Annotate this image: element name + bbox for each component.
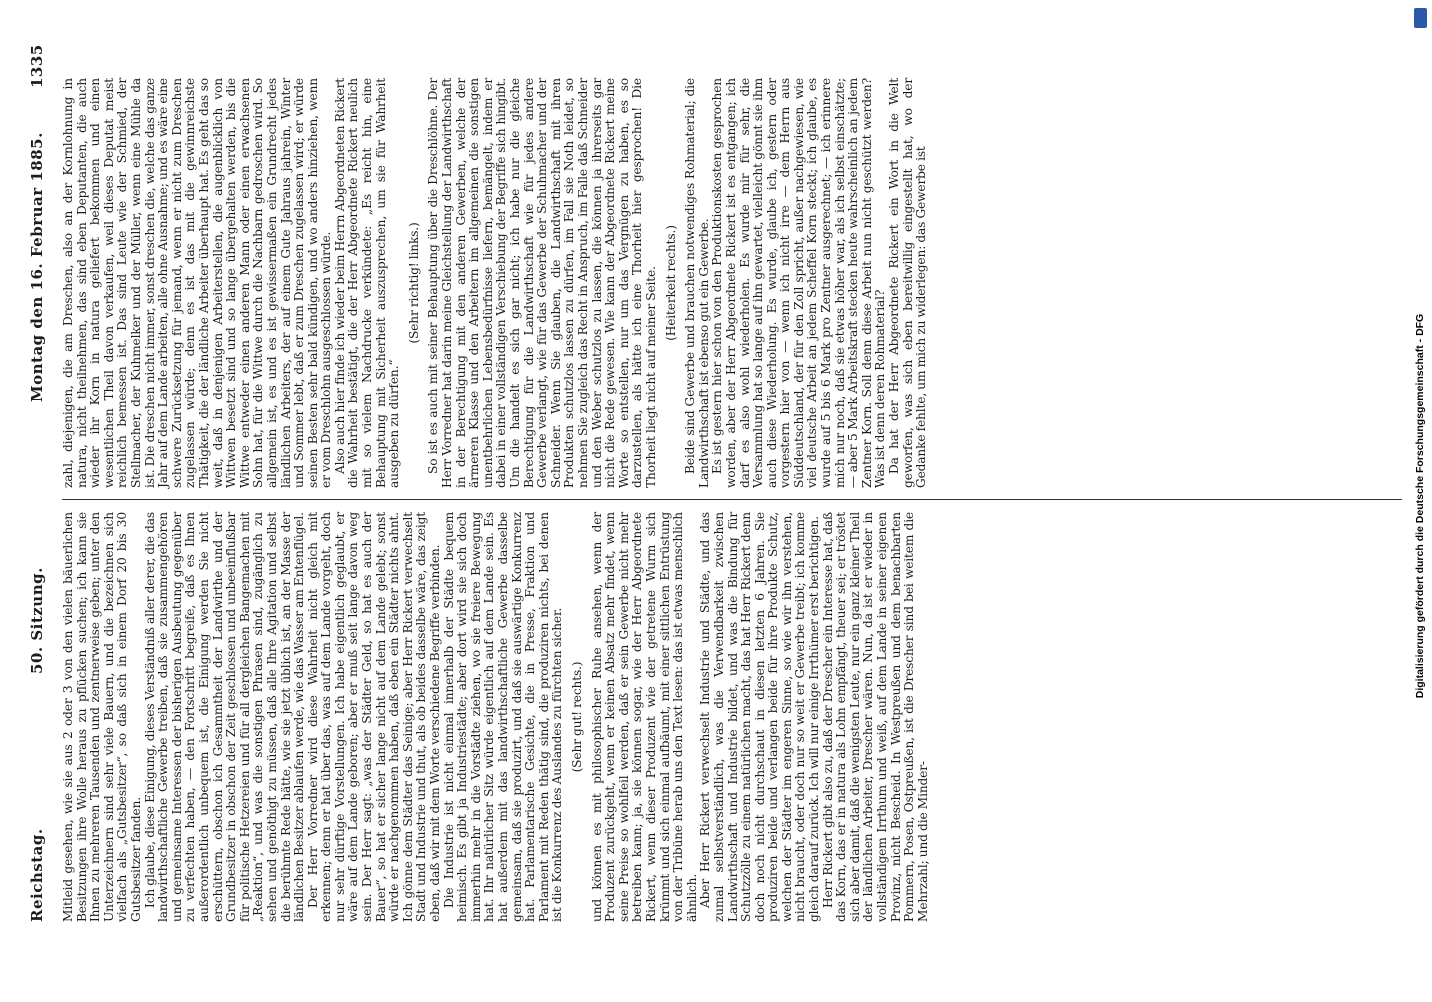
paragraph: Es ist gestern hier schon von den Produktionskosten gesprochen worden, aber der Herr Abgeordnete Rickert ist es entgangen; ich darf es also wohl wiederholen. Es wurde mir für sehr, die Versammlung hat so lange auf ihn gewartet, vielleicht gönnt sie ihm auch diese Wiederholung. Es wurde, glaube ich, gestern oder vorgestern hier von — wenn ich nicht irre — dem Herrn aus Süddeutschland, der für den Zoll spricht, außer nachgewiesen, wie viel deutsche Arbeit an jedem Scheffel Korn steckt; ich glaube, es wurde auf 5 bis 6 Mark pro Zentner ausgerechnet; — ich erinnere mich nur noch, daß sie etwas höher war, als ich selbst einschätzte; — aber 5 Mark Arbeitskraft stecken heute wahrscheinlich an jedem Zentner Korn. Soll denn diese Arbeit nun nicht geschützt werden? Was ist denn deren Rohmaterial? bbox=[710, 78, 888, 488]
paragraph: Herr Rickert gibt also zu, daß der Drescher ein Interesse hat, daß das Korn, das er in natura als Lohn empfängt, theuer sei; er tröstet sich aber damit, daß die wenigsten Leute, nur ein ganz kleiner Theil der ländlichen Arbeiter, Drescher wären. Nun, da ist er wieder in vollständigem Irrthum und weiß, auf dem Lande in seiner eigenen Provinz, nicht Bescheid. In Westpreußen und dem benachbarten Pommern, Posen, Ostpreußen, ist die Drescher sind bei weitem die Mehrzahl; und die Minder- bbox=[820, 512, 930, 922]
column-divider bbox=[62, 499, 1402, 500]
credit-text: Digitalisierung gefördert durch die Deutsche Forschungsgemeinschaft - DFG bbox=[1414, 313, 1426, 699]
interjection: (Heiterkeit rechts.) bbox=[663, 225, 678, 341]
interjection: (Sehr richtig! links.) bbox=[406, 222, 421, 344]
header-date: Montag den 16. Februar 1885. bbox=[28, 132, 46, 402]
left-column bbox=[62, 512, 930, 922]
paragraph: und können es mit philosophischer Ruhe ansehen, wenn der Produzent zurückgeht, wenn er keinen Absatz mehr findet, wenn seine Preise so wohlfeil werden, daß er sein Gewerbe nicht mehr betreiben kann; ja, sie können sogar, wie der Herr Abgeordnete Rickert, wenn dieser Produzent wie der getretene Wurm sich krümmt und sich einmal aufbäumt, mit einer sittlichen Entrüstung von der Tribüne herab uns den Text lesen: das ist etwas menschlich ähnlich. bbox=[589, 512, 699, 922]
header-title: Reichstag. bbox=[28, 828, 46, 922]
paragraph: Also auch hier finde ich wieder beim Herrn Abgeordneten Rickert die Wahrheit bestätigt, die der Herr Abgeordnete Rickert neulich mit so vielem Nachdrucke verkündete: „Es reicht hin, eine Behauptung mit Sicherheit auszusprechen, um sie für Wahrheit ausgeben zu dürfen.“ bbox=[332, 78, 402, 488]
interjection: (Sehr gut! rechts.) bbox=[569, 661, 584, 773]
paragraph: Mitleid gesehen, wie sie aus 2 oder 3 von den vielen bäuerlichen Besitzungen ihre Wolle heraus zu pflücken suchen; ich kann sie Ihnen zu mehreren Tausenden und zentnerweise geben; unter den Unterzeichnern sind sehr viele Bauern, und die bezeichnen sich vielfach als „Gutsbesitzer“, so daß sich in einem Dorf 20 bis 30 Gutsbesitzer fanden. bbox=[61, 512, 143, 922]
paragraph: zahl, diejenigen, die am Dreschen, also an der Kornlohnung in natura, nicht theilnehmen, das sind eben Deputanten, die auch wieder ihr Korn in natura geliefert bekommen und einen wesentlichen Theil davon verkaufen, weil dieses Deputat meist reichlich bemessen ist. Das sind Leute wie der Schmied, der Stellmacher, der Kuhmelker und der Müller, wenn eine Mühle da ist. Die dreschen nicht immer, sonst dreschen die, welche das ganze Jahr auf dem Lande arbeiten, alle ohne Ausnahme; und es wäre eine schwere Zurücksetzung für jemand, wenn er nicht zum Dreschen zugelassen würde; denn es ist das mit die gewinnreichste Thätigkeit, die der ländliche Arbeiter überhaupt hat. Es geht das so weit, daß in denjenigen Arbeiterstellen, die augenblicklich von Wittwen besetzt sind und so lange übergehalten werden, bis die Wittwe entweder einen anderen Mann oder einen erwachsenen Sohn hat, für die Wittwe durch die Nachbarn gedroschen wird. So allgemein ist, es und es ist gewissermaßen ein Grundrecht jedes ländlichen Arbeiters, der auf einem Gute Jahraus jahrein, Winter und Sommer lebt, daß er zum Dreschen zugelassen wird; er würde seinen Besten sehr bald kündigen, und wo anders hinziehen, wenn er vom Dreschlohn ausgeschlossen würde. bbox=[61, 78, 334, 488]
paragraph: Ich glaube, diese Einigung, dieses Verständniß aller derer, die das landwirthschaftliche Gewerbe treiben, daß sie zusammengehören und gemeinsame Interessen der bisherigen Ausbeutung gegenüber zu verfechten haben, — den Fortschritt begreife, daß es Ihnen außerordentlich unbequem ist, die Einigung werden Sie nicht erschüttern, obschon ich Gesammtheit der Landwirthe und der Grundbesitzer in obschon der Zeit geschlossen und unbeeinflußbar für politische Hetzereien und für all dergleichen Bangemachen mit „Reaktion“, und was die sonstigen Phrasen sind, zugänglich zu sehen und genöthigt zu müssen, daß alle Ihre Agitation und selbst die berühmte Rede hätte, wie sie jetzt üblich ist, an der Masse der ländlichen Besitzer ablaufen werde, wie das Wasser am Entenflügel. bbox=[142, 512, 307, 922]
paragraph: Da hat der Herr Abgeordnete Rickert ein Wort in die Welt geworfen, was sich eben bereitwillig eingestellt hat, wo der Gedanke fehlte, um mich zu widerlegen: das Gewerbe ist bbox=[887, 78, 929, 488]
digitization-credit bbox=[1412, 10, 1428, 1002]
paragraph: So ist es auch mit seiner Behauptung über die Dreschlöhne. Der Herr Vorredner hat darin meine Gleichstellung der Landwirthschaft in der Berechtigung mit den anderen Gewerben, welche der ärmeren Klasse und den Arbeitern im allgemeinen die sonstigen unentbehrlichen Lebensbedürfnisse liefern, bemängelt, indem er dabei in einer vollständigen Verschiebung der Begriffe sich hingibt. Um die handelt es sich gar nicht; ich habe nur die gleiche Berechtigung für die Landwirthschaft wie für jedes andere Gewerbe verlangt, wie für das Gewerbe der Schuhmacher und der Schneider. Wenn Sie glauben, die Landwirthschaft mit ihren Produkten schutzlos lassen zu dürfen, im Fall sie Noth leidet, so nehmen Sie zugleich das Recht in Anspruch, im Falle daß Schneider und den Weber schutzlos zu lassen, die können ja ihrerseits gar nicht die Rede gewesen. Wie kann der Abgeordnete Rickert meine Worte so entstellen, nur um das Vergnügen zu haben, es so darzustellen, als hätte ich eine Thorheit hier gesprochen! Die Thorheit liegt nicht auf meiner Seite. bbox=[426, 78, 658, 488]
right-column bbox=[62, 78, 929, 488]
paragraph: Die Industrie ist nicht einmal innerhalb der Städte bequem heimisch. Es gibt ja Industriestädte; aber dort wird sie sich doch immerhin mehr in die Vorstädte ziehen, wo sie freiere Bewegung hat. Ihr natürlicher Sitz würde eigentlich auf dem Lande sein. Es hat außerdem mit das landwirthschaftliche Gewerbe dasselbe gemeinsam, daß sie produzirt, und daß sie auswärtige Konkurrenz hat. Parlamentarische Gesichte, die in Presse, Fraktion und Parlament mit Reden thätig sind, die produziren nichts, bei denen ist die Konkurrenz des Auslandes zu fürchten sicher. bbox=[441, 512, 565, 922]
header-session: 50. Sitzung. bbox=[28, 567, 46, 674]
dfg-logo-icon bbox=[1414, 8, 1427, 28]
page-number: 1335 bbox=[28, 44, 46, 88]
paragraph: Aber Herr Rickert verwechselt Industrie und Städte, und das zumal selbstverständlich, was die Verwendbarkeit zwischen Landwirthschaft und Industrie bildet, und was die Bindung für Schutzzölle zu einem natürlichen macht, das hat Herr Rickert denn doch noch nicht durchschaut in diesen letzten 6 Jahren. Sie produziren beide und verlangen beide für ihre Produkte Schutz, welchen der Städter im engeren Sinne, so wie wir ihn verstehen, nicht braucht, oder doch nur so weit er Gewerbe treibt; ich komme gleich darauf zurück. Ich will nur einige Irrthümer erst berichtigen. bbox=[698, 512, 822, 922]
paragraph: Beide sind Gewerbe und brauchen notwendiges Rohmaterial; die Landwirthschaft ist ebenso gut ein Gewerbe. bbox=[683, 78, 711, 488]
paragraph: Der Herr Vorredner wird diese Wahrheit nicht gleich mit erkennen; denn er hat über das, was auf dem Lande vorgeht, doch nur sehr dürftige Vorstellungen. Ich habe eigentlich geglaubt, er wäre auf dem Lande geboren; aber er muß seit lange davon weg sein. Der Herr sagt: „was der Städter Geld, so hat es auch der Bauer“, so hat er sicher lange nicht auf dem Lande gelebt; sonst würde er nachgenommen haben, daß eben ein Städter nichts ahnt. Ich gönne dem Städter das Seinige; aber Herr Rickert verwechselt Stadt und Industrie und thut, als ob beides dasselbe wäre, das zeigt eben, daß wir mit dem Worte verschiedene Begriffe verbinden. bbox=[305, 512, 443, 922]
